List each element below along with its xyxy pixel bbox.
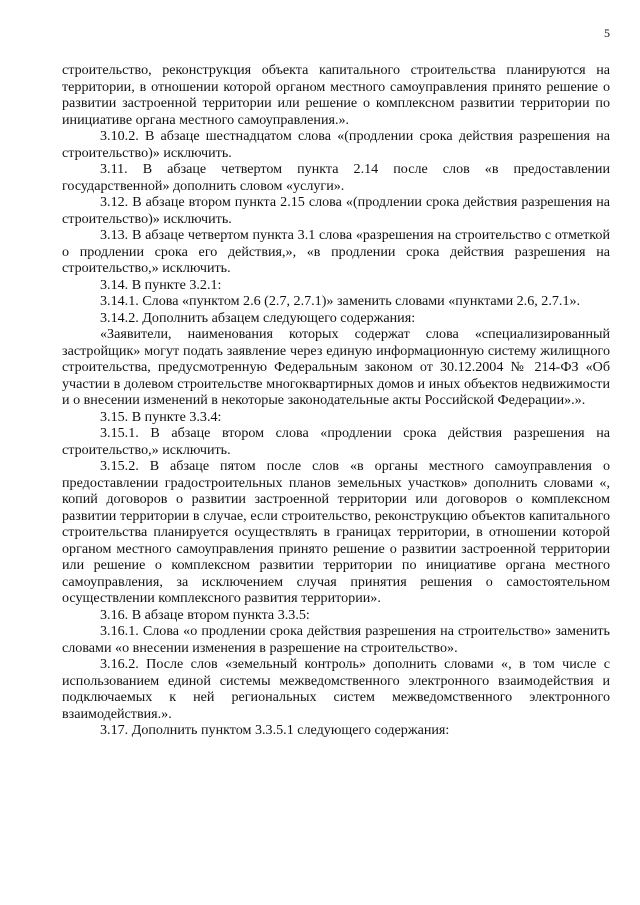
paragraph-3-14-2: 3.14.2. Дополнить абзацем следующего содержания:: [100, 309, 416, 326]
paragraph-3-15: 3.15. В пункте 3.3.4:: [100, 408, 222, 425]
paragraph-3-15-1: 3.15.1. В абзаце втором слова «продлении срока действия разрешения на строительство,» исключить.: [62, 425, 610, 458]
paragraph-3-11: 3.11. В абзаце четвертом пункта 2.14 после слов «в предоставлении государственной» дополнить словом «услуги».: [62, 161, 610, 194]
paragraph-3-15-2: 3.15.2. В абзаце пятом после слов «в органы местного самоуправления о предоставлении градостроительных планов земельных участков» дополнить словами «, копий договоров о развитии застроенной территории или договоров о комплексном развитии территории в случае, если строительство, реконструкцию объектов капитального строительства планируется осуществлять в границах территории, в отношении которой органом местного самоуправления принято решение о развитии застроенной территории или решение о комплексном развитии территории по инициативе органа местного самоуправления, за исключением случая принятия решения о самостоятельном осуществлении комплексного развития территории».: [62, 458, 610, 606]
page-number: 5: [604, 26, 610, 40]
paragraph-3-12: 3.12. В абзаце втором пункта 2.15 слова «(продлении срока действия разрешения на строительство)» исключить.: [62, 194, 610, 227]
paragraph-3-16-2: 3.16.2. После слов «земельный контроль» дополнить словами «, в том числе с использованием единой системы межведомственного электронного взаимодействия и подключаемых к ней региональных систем межведомственного электронного взаимодействия.».: [62, 656, 610, 722]
paragraph-3-14-1: 3.14.1. Слова «пунктом 2.6 (2.7, 2.7.1)» заменить словами «пунктами 2.6, 2.7.1».: [100, 293, 581, 309]
paragraph-3-17: 3.17. Дополнить пунктом 3.3.5.1 следующего содержания:: [100, 722, 450, 738]
paragraph-3-14: 3.14. В пункте 3.2.1:: [100, 276, 222, 293]
paragraph-3-16: 3.16. В абзаце втором пункта 3.3.5:: [100, 606, 310, 623]
paragraph-3-16-1: 3.16.1. Слова «о продлении срока действия разрешения на строительство» заменить словами «о внесении изменения в разрешение на строительство».: [62, 623, 610, 656]
document-body: [62, 62, 610, 739]
paragraph-3-13: 3.13. В абзаце четвертом пункта 3.1 слова «разрешения на строительство с отметкой о продлении срока его действия,», «в продлении срока действия разрешения на строительство,» исключить.: [62, 227, 610, 276]
paragraph-3-10-2: 3.10.2. В абзаце шестнадцатом слова «(продлении срока действия разрешения на строительство)» исключить.: [62, 128, 610, 161]
paragraph-quote-applicants: «Заявители, наименования которых содержат слова «специализированный застройщик» могут подать заявление через единую информационную систему жилищного строительства, предусмотренную Федеральным законом от 30.12.2004 № 214-ФЗ «Об участии в долевом строительстве многоквартирных домов и иных объектов недвижимости и о внесении изменений в некоторые законодательные акты Российской Федерации».».: [62, 326, 610, 408]
paragraph-continuation: строительство, реконструкция объекта капитального строительства планируются на территории, в отношении которой органом местного самоуправления принято решение о развитии застроенной территории или решение о комплексном развитии территории по инициативе органа местного самоуправления.».: [62, 62, 610, 128]
